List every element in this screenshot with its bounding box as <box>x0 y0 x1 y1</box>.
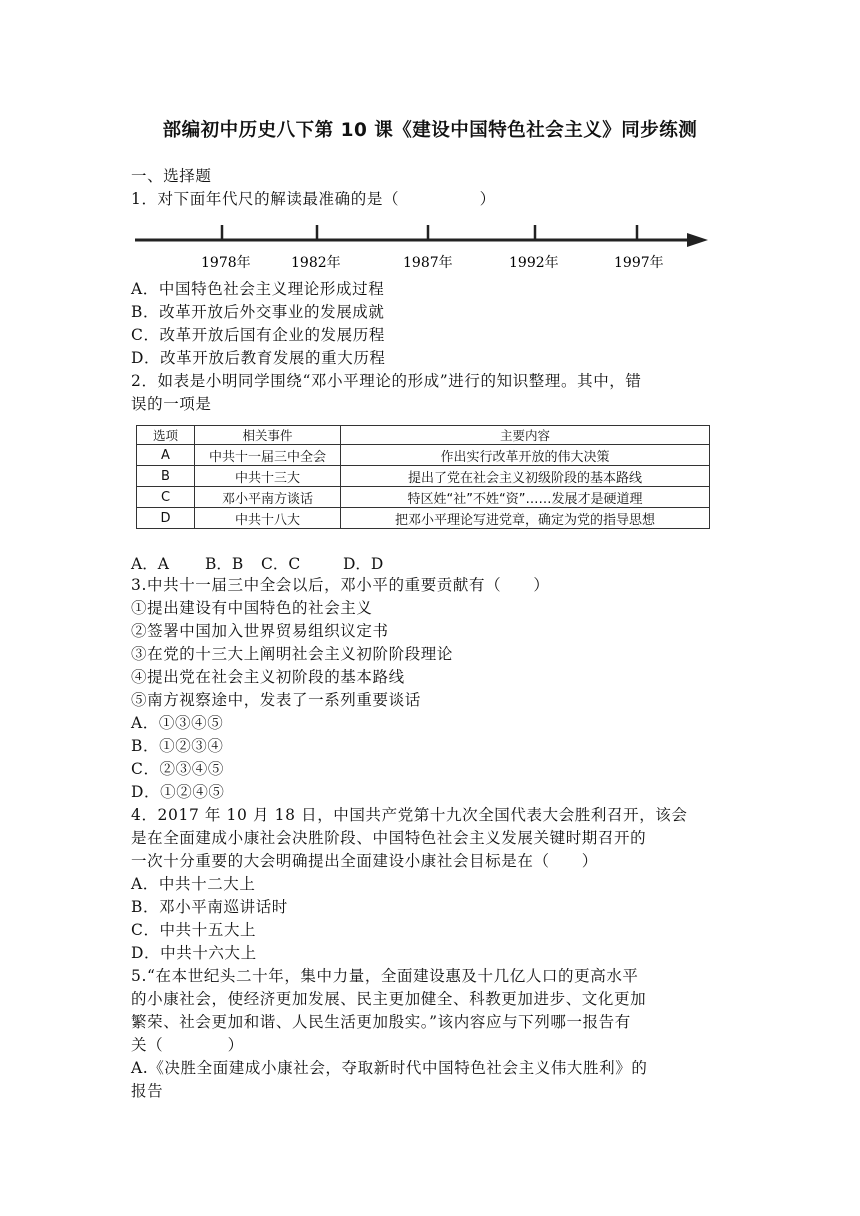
table-row <box>137 466 710 487</box>
table-row <box>137 487 710 508</box>
q3-item: ⑤南方视察途中，发表了一系列重要谈话 <box>131 691 421 709</box>
q2-stem-line1: 2．如表是小明同学围绕“邓小平理论的形成”进行的知识整理。其中，错 <box>131 372 642 390</box>
table-cell: D <box>137 508 195 529</box>
table-cell: 中共十八大 <box>195 508 341 529</box>
q4-option-d: D．中共十六大上 <box>131 944 257 962</box>
q5-line: 关（ ） <box>131 1036 244 1054</box>
table-cell: 把邓小平理论写进党章，确定为党的指导思想 <box>341 508 710 529</box>
q5-line: 5.“在本世纪头二十年，集中力量，全面建设惠及十几亿人口的更高水平 <box>131 967 639 985</box>
q5-option-a: A.《决胜全面建成小康社会，夺取新时代中国特色社会主义伟大胜利》的 <box>131 1059 648 1077</box>
q1-option-c: C．改革开放后国有企业的发展历程 <box>131 326 385 344</box>
q3-item: ④提出党在社会主义初阶段的基本路线 <box>131 668 405 686</box>
timeline-arrow-icon <box>687 233 708 247</box>
q4-option-b: B．邓小平南巡讲话时 <box>131 898 288 916</box>
timeline-year: 1978年 <box>201 255 251 271</box>
table-header: 主要内容 <box>341 426 710 445</box>
timeline-year: 1997年 <box>614 255 664 271</box>
q4-option-c: C．中共十五大上 <box>131 921 257 939</box>
table-cell: 提出了党在社会主义初级阶段的基本路线 <box>341 466 710 487</box>
q2-option-b: B．B <box>205 555 244 573</box>
timeline-year: 1982年 <box>291 255 341 271</box>
q5-line: 的小康社会，使经济更加发展、民主更加健全、科教更加进步、文化更加 <box>131 990 647 1008</box>
q4-option-a: A．中共十二大上 <box>131 875 256 893</box>
q3-item: ③在党的十三大上阐明社会主义初阶阶段理论 <box>131 645 454 663</box>
timeline-year: 1992年 <box>509 255 559 271</box>
table-cell: 中共十三大 <box>195 466 341 487</box>
table-cell: 邓小平南方谈话 <box>195 487 341 508</box>
q3-option-d: D．①②④⑤ <box>131 783 225 801</box>
q4-line: 是在全面建成小康社会决胜阶段、中国特色社会主义发展关键时期召开的 <box>131 829 647 847</box>
q1-option-b: B．改革开放后外交事业的发展成就 <box>131 303 385 321</box>
q1-option-d: D．改革开放后教育发展的重大历程 <box>131 349 386 367</box>
q1-option-a: A．中国特色社会主义理论形成过程 <box>131 280 385 298</box>
q1-stem: 1．对下面年代尺的解读最准确的是（ ） <box>131 190 496 208</box>
q3-item: ②签署中国加入世界贸易组织议定书 <box>131 622 389 640</box>
q2-stem-line2: 误的一项是 <box>131 395 212 413</box>
page-title: 部编初中历史八下第 10 课《建设中国特色社会主义》同步练测 <box>162 120 698 141</box>
table-cell: 中共十一届三中全会 <box>195 445 341 466</box>
q5-line: 繁荣、社会更加和谐、人民生活更加殷实。”该内容应与下列哪一报告有 <box>131 1013 631 1031</box>
q4-line: 4．2017 年 10 月 18 日，中国共产党第十九次全国代表大会胜利召开，该会 <box>131 806 688 824</box>
q2-options <box>131 552 383 574</box>
table-header: 选项 <box>137 426 195 445</box>
table-cell: A <box>137 445 195 466</box>
table-cell: B <box>137 466 195 487</box>
table-header-row <box>137 426 710 445</box>
q3-option-c: C．②③④⑤ <box>131 760 224 778</box>
table-cell: 作出实行改革开放的伟大决策 <box>341 445 710 466</box>
table-header: 相关事件 <box>195 426 341 445</box>
year-timeline <box>131 220 711 276</box>
table-row <box>137 508 710 529</box>
table-cell: 特区姓“社”不姓“资”……发展才是硬道理 <box>341 487 710 508</box>
q3-stem: 3.中共十一届三中全会以后，邓小平的重要贡献有（ ） <box>131 576 550 594</box>
q2-option-c: C．C <box>261 555 301 573</box>
q2-table <box>136 425 710 529</box>
q3-option-a: A．①③④⑤ <box>131 714 224 732</box>
q2-option-a: A．A <box>131 555 169 573</box>
q4-line: 一次十分重要的大会明确提出全面建设小康社会目标是在（ ） <box>131 852 598 870</box>
table-cell: C <box>137 487 195 508</box>
q5-option-a-continued: 报告 <box>131 1082 164 1100</box>
section-heading: 一、选择题 <box>131 167 212 185</box>
q3-option-b: B．①②③④ <box>131 737 224 755</box>
q2-option-d: D．D <box>343 555 384 573</box>
q3-item: ①提出建设有中国特色的社会主义 <box>131 599 373 617</box>
table-row <box>137 445 710 466</box>
timeline-year: 1987年 <box>403 255 453 271</box>
